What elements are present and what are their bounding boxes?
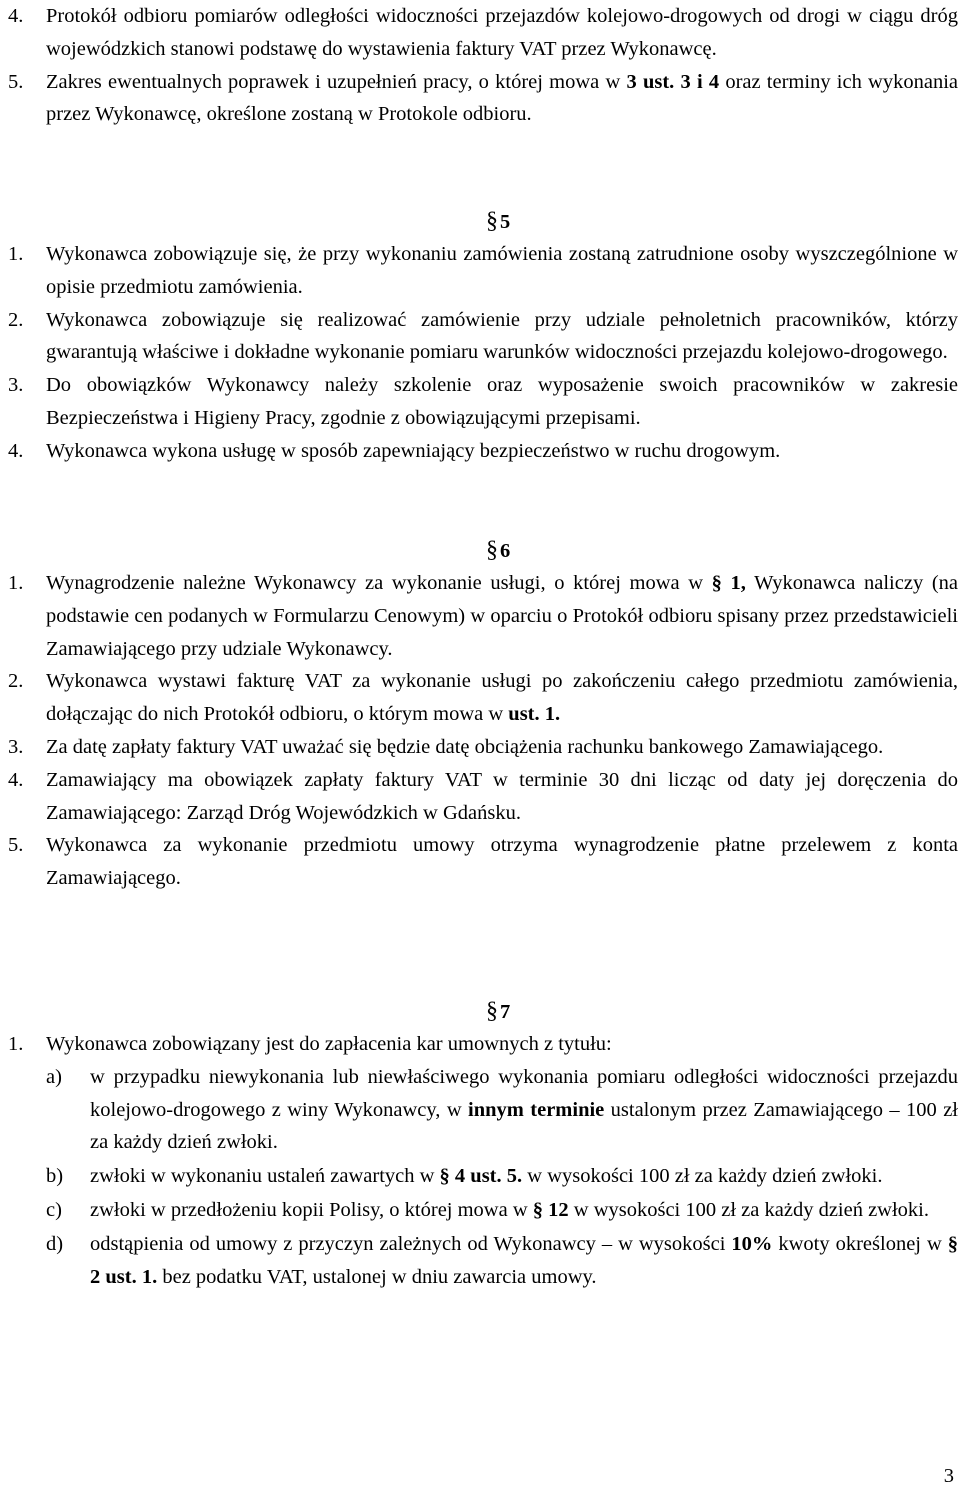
section-6-items bbox=[8, 567, 958, 895]
emphasis-text: 10% bbox=[731, 1232, 773, 1255]
item-text: Wykonawca zobowiązuje się realizować zamówienie przy udziale pełnoletnich pracowników, którzy gwarantują właściwe i dokładne wykonanie pomiaru warunków widoczności przejazdu kolejowo-drogowego. bbox=[46, 308, 958, 364]
list-item bbox=[8, 829, 958, 895]
item-text: Wykonawca wykona usługę w sposób zapewniający bezpieczeństwo w ruchu drogowym. bbox=[46, 439, 781, 462]
section-heading-6 bbox=[486, 534, 510, 568]
list-item bbox=[8, 304, 958, 370]
item-text: bez podatku VAT, ustalonej w dniu zawarcia umowy. bbox=[157, 1265, 597, 1288]
item-number: 3. bbox=[8, 374, 24, 397]
top-items bbox=[8, 0, 958, 131]
emphasis-text: innym terminie bbox=[468, 1098, 605, 1121]
item-text: Zakres ewentualnych poprawek i uzupełnień pracy, o której mowa w bbox=[46, 70, 627, 93]
section-reference: § 4 ust. 5. bbox=[439, 1165, 523, 1188]
page-number: 3 bbox=[943, 1465, 954, 1487]
item-text: Zamawiający ma obowiązek zapłaty faktury VAT w terminie 30 dni licząc od daty jej doręczenia do Zamawiającego: Zarząd Dróg Wojewódzkich w Gdańsku. bbox=[46, 768, 958, 824]
sub-item-c bbox=[8, 1194, 958, 1227]
section-number: 5 bbox=[500, 211, 511, 233]
list-item bbox=[8, 567, 958, 665]
list-item bbox=[8, 435, 958, 468]
sub-item-d bbox=[8, 1228, 958, 1294]
item-number: 1. bbox=[8, 572, 24, 594]
section-reference: § 2 ust. 1. bbox=[90, 1232, 958, 1288]
item-number: 4. bbox=[8, 5, 24, 27]
item-number: 1. bbox=[8, 243, 24, 265]
list-item bbox=[8, 369, 958, 435]
item-number: 2. bbox=[8, 670, 24, 693]
item-text: w przypadku niewykonania lub niewłaściwego wykonania pomiaru odległości widoczności przejazdu kolejowo-drogowego z winy Wykonawcy, w bbox=[90, 1065, 958, 1121]
item-text: Wykonawca za wykonanie przedmiotu umowy otrzyma wynagrodzenie płatne przelewem z konta Zamawiającego. bbox=[46, 834, 958, 890]
item-text: oraz terminy ich wykonania przez Wykonawcę, określone zostaną w Protokole odbioru. bbox=[46, 70, 958, 126]
item-text: w wysokości 100 zł za każdy dzień zwłoki. bbox=[522, 1165, 883, 1188]
list-item bbox=[8, 764, 958, 830]
list-item bbox=[8, 731, 958, 764]
sub-item-letter: a) bbox=[46, 1065, 62, 1088]
item-number: 5. bbox=[8, 70, 24, 93]
section-reference: § 12 bbox=[532, 1198, 569, 1221]
item-text: ustalonym przez Zamawiającego – 100 zł za każdy dzień zwłoki. bbox=[90, 1098, 958, 1154]
paragraph-sign: § bbox=[486, 998, 498, 1024]
item-text: Protokół odbioru pomiarów odległości widoczności przejazdów kolejowo-drogowych od drogi w ciągu dróg wojewódzkich stanowi podstawę do wystawienia faktury VAT przez Wykonawcę. bbox=[46, 5, 958, 60]
list-item bbox=[8, 1028, 958, 1061]
section-heading-5 bbox=[486, 205, 510, 239]
section-heading-7 bbox=[486, 995, 510, 1029]
list-item bbox=[8, 238, 958, 304]
item-text: w wysokości 100 zł za każdy dzień zwłoki. bbox=[568, 1198, 930, 1221]
item-text: kwoty określonej w bbox=[772, 1232, 948, 1255]
section-number: 6 bbox=[500, 540, 511, 562]
list-item bbox=[8, 0, 958, 66]
item-text: Wykonawca zobowiązuje się, że przy wykonaniu zamówienia zostaną zatrudnione osoby wyszczególnione w opisie przedmiotu zamówienia. bbox=[46, 243, 958, 298]
section-5-items bbox=[8, 238, 958, 468]
item-text: Wykonawca zobowiązany jest do zapłacenia kar umownych z tytułu: bbox=[46, 1033, 612, 1055]
paragraph-sign: § bbox=[486, 208, 498, 234]
sub-item-letter: c) bbox=[46, 1198, 62, 1221]
section-7-items bbox=[8, 1028, 958, 1294]
list-item bbox=[8, 665, 958, 731]
paragraph-sign: § bbox=[486, 537, 498, 563]
sub-item-b bbox=[8, 1160, 958, 1193]
section-reference: § 1, bbox=[711, 572, 746, 594]
item-text: odstąpienia od umowy z przyczyn zależnych od Wykonawcy – w wysokości bbox=[90, 1232, 732, 1255]
item-text: Wynagrodzenie należne Wykonawcy za wykonanie usługi, o której mowa w bbox=[46, 572, 712, 594]
sub-item-letter: b) bbox=[46, 1165, 64, 1188]
item-text: zwłoki w przedłożeniu kopii Polisy, o której mowa w bbox=[90, 1198, 533, 1221]
section-number: 7 bbox=[500, 1001, 511, 1023]
sub-item-a bbox=[8, 1061, 958, 1159]
section-reference: ust. 1. bbox=[508, 703, 561, 726]
item-text: Wykonawca wystawi fakturę VAT za wykonanie usługi po zakończeniu całego przedmiotu zamówienia, dołączając do nich Protokół odbioru, o którym mowa w bbox=[46, 670, 958, 726]
item-text: Wykonawca naliczy (na podstawie cen podanych w Formularzu Cenowym) w oparciu o Protokół odbioru spisany przez przedstawicieli Zamawiającego przy udziale Wykonawcy. bbox=[46, 572, 958, 660]
item-text: Do obowiązków Wykonawcy należy szkolenie oraz wyposażenie swoich pracowników w zakresie Bezpieczeństwa i Higieny Pracy, zgodnie z obowiązującymi przepisami. bbox=[46, 374, 958, 429]
list-item bbox=[8, 66, 958, 132]
item-number: 3. bbox=[8, 735, 24, 758]
section-reference: 3 ust. 3 i 4 bbox=[626, 70, 720, 93]
item-text: Za datę zapłaty faktury VAT uważać się będzie datę obciążenia rachunku bankowego Zamawiającego. bbox=[46, 735, 884, 758]
item-number: 4. bbox=[8, 768, 24, 791]
item-number: 1. bbox=[8, 1033, 24, 1055]
item-text: zwłoki w wykonaniu ustaleń zawartych w bbox=[90, 1165, 440, 1188]
item-number: 5. bbox=[8, 834, 24, 857]
item-number: 2. bbox=[8, 308, 24, 331]
sub-item-letter: d) bbox=[46, 1232, 64, 1255]
item-number: 4. bbox=[8, 439, 24, 462]
